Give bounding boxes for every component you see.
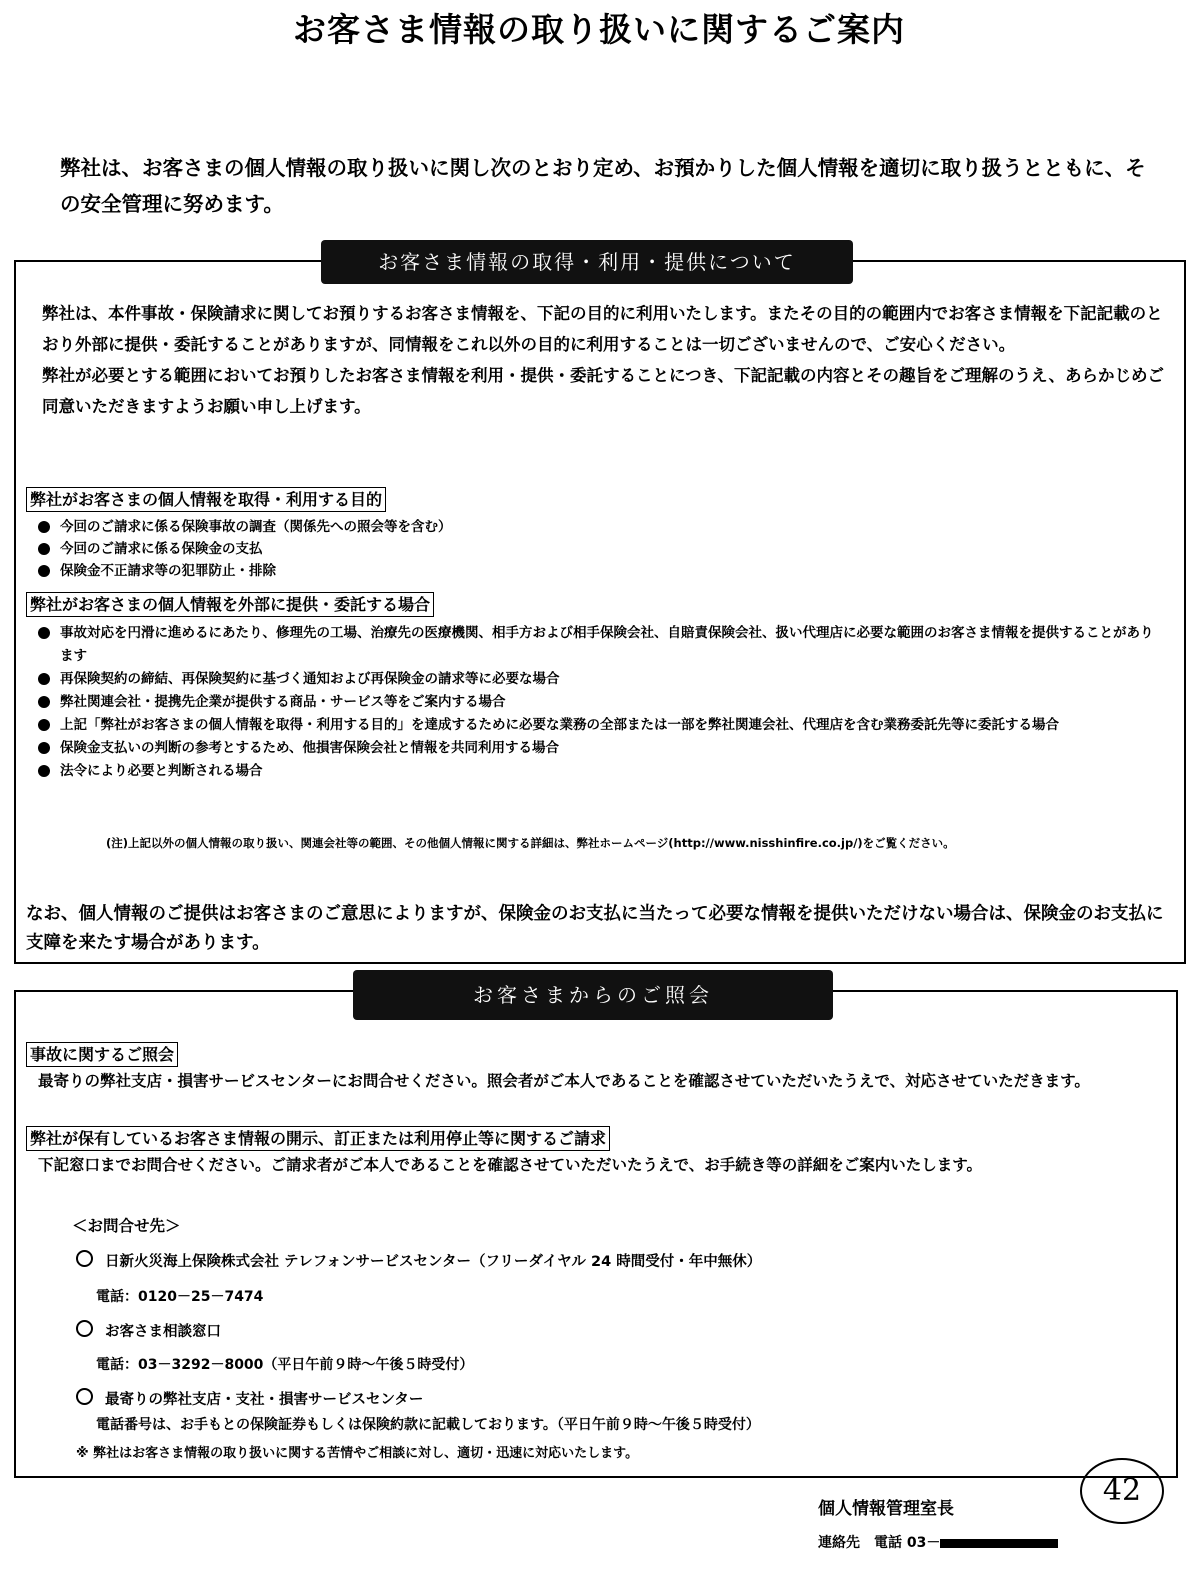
circle-icon <box>76 1388 93 1405</box>
section-use-paragraph-1: 弊社は、本件事故・保険請求に関してお預りするお客さま情報を、下記の目的に利用いたします。またその目的の範囲内でお客さま情報を下記記載のとおり外部に提供・委託することがありますが、同情報をこれ以外の目的に利用することは一切ございませんので、ご安心ください。 <box>42 304 1163 354</box>
bullet-icon <box>38 765 50 777</box>
bullet-icon <box>38 673 50 685</box>
contact-heading: ＜お問合せ先＞ <box>72 1217 181 1235</box>
redaction-bar <box>940 1539 1058 1548</box>
contact-detail: 電話番号は、お手もとの保険証券もしくは保険約款に記載しております。（平日午前９時～午後５時受付） <box>96 1417 760 1433</box>
bullet-icon <box>38 627 50 639</box>
provide-label: 弊社がお客さまの個人情報を外部に提供・委託する場合 <box>26 592 434 617</box>
provide-list <box>26 622 1166 783</box>
bullet-icon <box>38 696 50 708</box>
list-item: 事故対応を円滑に進めるにあたり、修理先の工場、治療先の医療機関、相手方および相手保険会社、自賠責保険会社、扱い代理店に必要な範囲のお客さま情報を提供することがあります <box>26 622 1166 668</box>
bullet-icon <box>38 719 50 731</box>
accident-inquiry-text: 最寄りの弊社支店・損害サービスセンターにお問合せください。照会者がご本人であることを確認させていただいたうえで、対応させていただきます。 <box>38 1072 1090 1090</box>
signature-title: 個人情報管理室長 <box>818 1499 954 1519</box>
page-title: お客さま情報の取り扱いに関するご案内 <box>293 10 905 49</box>
list-item: 上記「弊社がお客さまの個人情報を取得・利用する目的」を達成するために必要な業務の全部または一部を弊社関連会社、代理店を含む業務委託先等に委託する場合 <box>26 714 1166 737</box>
purpose-list <box>26 516 1166 582</box>
accident-inquiry-label: 事故に関するご照会 <box>26 1042 178 1067</box>
closing-text: なお、個人情報のご提供はお客さまのご意思によりますが、保険金のお支払に当たって必要な情報を提供いただけない場合は、保険金のお支払に支障を来たす場合があります。 <box>26 904 1164 953</box>
list-item: 保険金支払いの判断の参考とするため、他損害保険会社と情報を共同利用する場合 <box>26 737 1166 760</box>
list-item: 保険金不正請求等の犯罪防止・排除 <box>26 560 1166 582</box>
section-use-paragraph-2: 弊社が必要とする範囲においてお預りしたお客さま情報を利用・提供・委託することにつき、下記記載の内容とその趣旨をご理解のうえ、あらかじめご同意いただきますようお願い申し上げます。 <box>42 366 1164 416</box>
section-inquiry-box <box>14 983 1178 1478</box>
complaint-footnote: ※ 弊社はお客さま情報の取り扱いに関する苦情やご相談に対し、適切・迅速に対応いたします。 <box>76 1446 639 1461</box>
signature-contact: 連絡先 電話 03－ <box>818 1532 1058 1552</box>
section-use-paragraphs <box>42 298 1172 422</box>
contact-detail: 電話：03－3292－8000（平日午前９時～午後５時受付） <box>96 1357 474 1373</box>
list-item: 再保険契約の締結、再保険契約に基づく通知および再保険金の請求等に必要な場合 <box>26 668 1166 691</box>
list-item: 今回のご請求に係る保険事故の調査（関係先への照会等を含む） <box>26 516 1166 538</box>
intro-text: 弊社は、お客さまの個人情報の取り扱いに関し次のとおり定め、お預かりした個人情報を適切に取り扱うとともに、その安全管理に努めます。 <box>60 156 1146 216</box>
section-inquiry-heading: お客さまからのご照会 <box>353 970 833 1020</box>
circle-icon <box>76 1320 93 1337</box>
list-item: 今回のご請求に係る保険金の支払 <box>26 538 1166 560</box>
section-use-box <box>14 250 1186 964</box>
homepage-note: (注)上記以外の個人情報の取り扱い、関連会社等の範囲、その他個人情報に関する詳細は、弊社ホームページ(http://www.nisshinfire.co.jp/)をご覧ください。 <box>106 836 955 850</box>
bullet-icon <box>38 742 50 754</box>
disclosure-text: 下記窓口までお問合せください。ご請求者がご本人であることを確認させていただいたうえで、お手続き等の詳細をご案内いたします。 <box>38 1156 982 1174</box>
bullet-icon <box>38 521 50 533</box>
circle-icon <box>76 1250 93 1267</box>
section-use-heading: お客さま情報の取得・利用・提供について <box>321 240 853 284</box>
list-item: 法令により必要と判断される場合 <box>26 760 1166 783</box>
page-number: 42 <box>1080 1458 1164 1524</box>
list-item: 弊社関連会社・提携先企業が提供する商品・サービス等をご案内する場合 <box>26 691 1166 714</box>
bullet-icon <box>38 565 50 577</box>
contact-detail: 電話：0120－25－7474 <box>96 1289 264 1305</box>
contact-item: 日新火災海上保険株式会社 テレフォンサービスセンター（フリーダイヤル 24 時間受付・年中無休） <box>76 1250 761 1271</box>
purpose-label: 弊社がお客さまの個人情報を取得・利用する目的 <box>26 487 386 512</box>
bullet-icon <box>38 543 50 555</box>
contact-item: お客さま相談窓口 <box>76 1320 221 1341</box>
contact-item: 最寄りの弊社支店・支社・損害サービスセンター <box>76 1388 423 1409</box>
disclosure-label: 弊社が保有しているお客さま情報の開示、訂正または利用停止等に関するご請求 <box>26 1126 610 1151</box>
